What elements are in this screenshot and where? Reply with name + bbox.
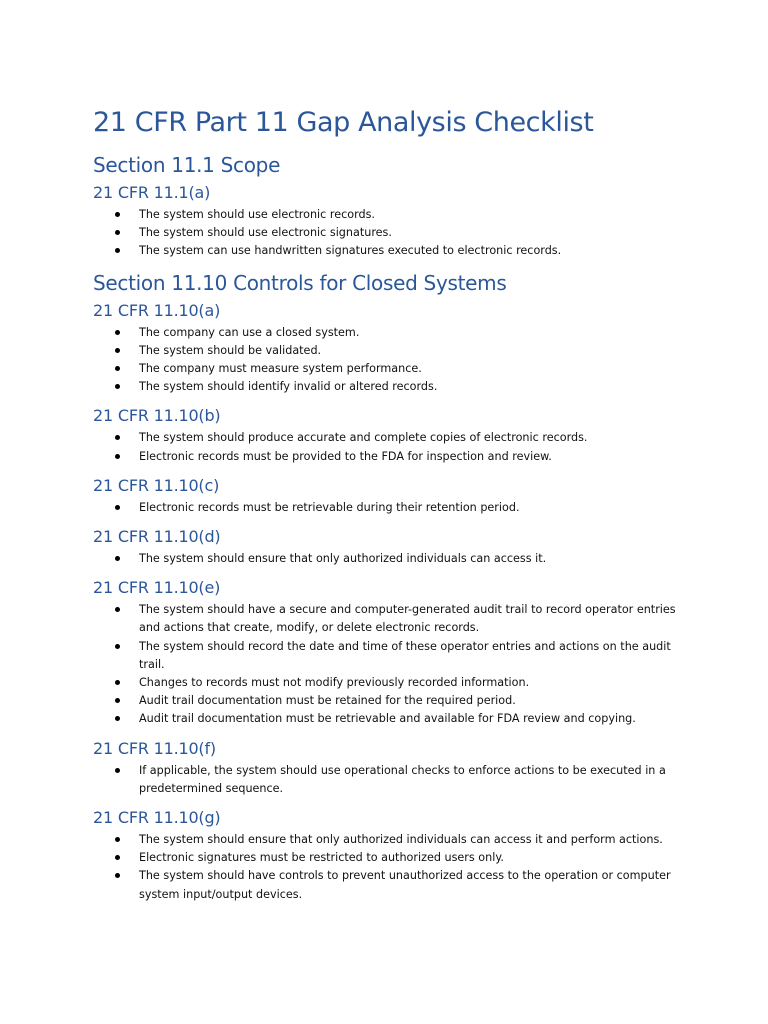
checklist-item-text: Electronic signatures must be restricted to authorized users only. bbox=[139, 851, 504, 865]
subsection-heading: 21 CFR 11.10(e) bbox=[93, 578, 221, 598]
checklist-item bbox=[93, 849, 688, 867]
checklist-item-text: The system should ensure that only authorized individuals can access it and perform actions. bbox=[139, 833, 663, 847]
bullet-icon bbox=[115, 716, 120, 721]
checklist-item bbox=[93, 324, 688, 342]
checklist-item bbox=[93, 674, 688, 692]
subsection-heading: 21 CFR 11.10(d) bbox=[93, 527, 221, 547]
bullet-icon bbox=[115, 855, 120, 860]
checklist bbox=[93, 324, 688, 397]
bullet-icon bbox=[115, 873, 120, 878]
checklist-item bbox=[93, 867, 688, 903]
subsection-heading: 21 CFR 11.10(g) bbox=[93, 808, 221, 828]
checklist-item-text: Electronic records must be provided to the FDA for inspection and review. bbox=[139, 449, 552, 463]
checklist-item-text: The system should be validated. bbox=[139, 343, 322, 357]
checklist-item bbox=[93, 342, 688, 360]
section-heading-11-1: Section 11.1 Scope bbox=[93, 153, 281, 177]
checklist-item-text: The system should use electronic signatures. bbox=[139, 226, 392, 240]
checklist-item bbox=[93, 601, 688, 637]
checklist-item bbox=[93, 762, 688, 798]
subsection-11-10-e bbox=[93, 577, 688, 728]
checklist bbox=[93, 601, 688, 728]
subsection-11-10-b bbox=[93, 405, 688, 465]
checklist bbox=[93, 831, 688, 904]
bullet-icon bbox=[115, 768, 120, 773]
checklist bbox=[93, 762, 688, 798]
bullet-icon bbox=[115, 837, 120, 842]
bullet-icon bbox=[115, 248, 120, 253]
bullet-icon bbox=[115, 644, 120, 649]
subsection-11-1-a bbox=[93, 182, 688, 261]
bullet-icon bbox=[115, 212, 120, 217]
bullet-icon bbox=[115, 698, 120, 703]
subsection-11-10-c bbox=[93, 475, 688, 517]
checklist-item bbox=[93, 378, 688, 396]
subsection-heading: 21 CFR 11.1(a) bbox=[93, 183, 211, 202]
checklist-item bbox=[93, 831, 688, 849]
checklist-item-text: The system should identify invalid or altered records. bbox=[139, 380, 438, 394]
subsection-heading: 21 CFR 11.10(c) bbox=[93, 475, 220, 495]
checklist-item-text: Audit trail documentation must be retained for the required period. bbox=[139, 694, 516, 708]
checklist-item-text: The system should have a secure and computer-generated audit trail to record operator entries and actions that create, modify, or delete electronic records. bbox=[139, 603, 676, 635]
checklist-item bbox=[93, 692, 688, 710]
checklist-item-text: The system should have controls to prevent unauthorized access to the operation or computer system input/output devices. bbox=[139, 869, 671, 901]
subsection-11-10-f bbox=[93, 738, 688, 798]
checklist-item bbox=[93, 710, 688, 728]
checklist-item-text: The system should use electronic records. bbox=[139, 208, 375, 221]
checklist bbox=[93, 550, 688, 568]
document-title: 21 CFR Part 11 Gap Analysis Checklist bbox=[93, 107, 594, 138]
bullet-icon bbox=[115, 505, 120, 510]
checklist-item bbox=[93, 242, 688, 260]
checklist-item bbox=[93, 429, 688, 447]
bullet-icon bbox=[115, 330, 120, 335]
checklist-item-text: The company must measure system performance. bbox=[139, 362, 422, 376]
checklist-item bbox=[93, 224, 688, 242]
bullet-icon bbox=[115, 607, 120, 612]
checklist-item bbox=[93, 550, 688, 568]
subsection-heading: 21 CFR 11.10(a) bbox=[93, 300, 221, 320]
checklist-item bbox=[93, 499, 688, 517]
bullet-icon bbox=[115, 230, 120, 235]
checklist-item bbox=[93, 448, 688, 466]
checklist bbox=[93, 429, 688, 465]
subsection-11-10-g bbox=[93, 807, 688, 904]
bullet-icon bbox=[115, 556, 120, 561]
bullet-icon bbox=[115, 435, 120, 440]
checklist-item-text: The system can use handwritten signatures executed to electronic records. bbox=[139, 244, 562, 258]
checklist-item-text: The system should ensure that only authorized individuals can access it. bbox=[139, 552, 547, 566]
bullet-icon bbox=[115, 348, 120, 353]
subsection-heading: 21 CFR 11.10(f) bbox=[93, 738, 216, 758]
checklist bbox=[93, 206, 688, 261]
checklist-item-text: Electronic records must be retrievable during their retention period. bbox=[139, 500, 520, 514]
checklist-item bbox=[93, 206, 688, 224]
checklist-item-text: Changes to records must not modify previously recorded information. bbox=[139, 676, 530, 690]
subsection-11-10-a bbox=[93, 300, 688, 397]
bullet-icon bbox=[115, 384, 120, 389]
checklist-item bbox=[93, 638, 688, 674]
checklist-item-text: The system should produce accurate and complete copies of electronic records. bbox=[139, 431, 588, 445]
checklist-item-text: The system should record the date and time of these operator entries and actions on the audit trail. bbox=[139, 639, 671, 671]
bullet-icon bbox=[115, 366, 120, 371]
checklist-item-text: If applicable, the system should use operational checks to enforce actions to be executed in a predetermined sequence. bbox=[139, 763, 666, 795]
bullet-icon bbox=[115, 680, 120, 685]
checklist-item-text: The company can use a closed system. bbox=[139, 325, 360, 339]
checklist bbox=[93, 499, 688, 517]
subsection-11-10-d bbox=[93, 526, 688, 568]
checklist-item bbox=[93, 360, 688, 378]
checklist-item-text: Audit trail documentation must be retrievable and available for FDA review and copying. bbox=[139, 712, 636, 726]
bullet-icon bbox=[115, 454, 120, 459]
subsection-heading: 21 CFR 11.10(b) bbox=[93, 406, 221, 426]
section-heading-11-10: Section 11.10 Controls for Closed Systems bbox=[93, 270, 507, 295]
